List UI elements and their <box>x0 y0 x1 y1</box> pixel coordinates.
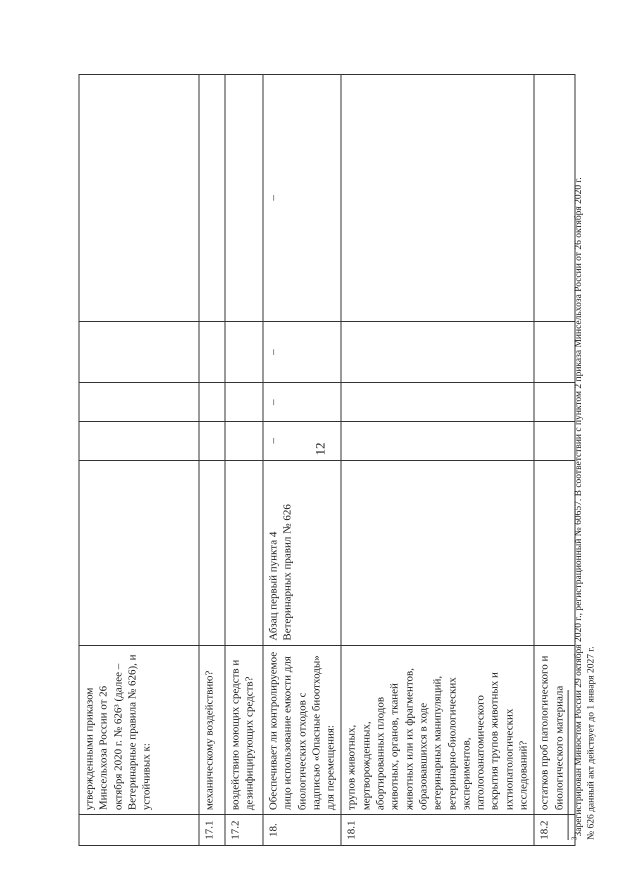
question-cell: воздействию моющих средств и дезинфицирующих средств? <box>225 645 263 815</box>
table-row <box>199 75 225 846</box>
footnote-marker: 3 <box>570 836 579 840</box>
table-row <box>263 75 341 846</box>
footnote <box>568 100 599 840</box>
row-number <box>79 815 199 846</box>
question-cell: трупов животных, мертворожденных, абортированных плодов животных, органов, тканей животных или их фрагментов, образовавшихся в ходе ветеринарных манипуляций, ветеринарно-биологических экспериментов, патологоанатомического вскрытия трупов животных и ихтиопатологических исследований? <box>341 645 534 815</box>
table-row <box>225 75 263 846</box>
question-cell: механическому воздействию? <box>199 645 225 815</box>
requirement-cell <box>225 460 263 645</box>
row-number: 18. <box>263 815 341 846</box>
answer-cell: – <box>263 321 341 383</box>
answer-cell <box>225 321 263 383</box>
question-cell: утвержденными приказом Минсельхоза России от 26 октября 2020 г. № 626³ (далее – Ветеринарные правила № 626), и устойчивых к: <box>79 645 199 815</box>
footnote-line-2: № 626 данный акт действует до 1 января 2027 г. <box>586 646 597 840</box>
answer-cell <box>79 321 199 383</box>
requirement-cell: Абзац первый пункта 4 Ветеринарных правил № 626 <box>263 460 341 645</box>
row-number: 17.2 <box>225 815 263 846</box>
answer-cell: – <box>263 421 341 460</box>
table-row <box>341 75 534 846</box>
note-cell <box>79 75 199 322</box>
checklist-table <box>79 74 576 846</box>
answer-cell <box>199 421 225 460</box>
row-number: 17.1 <box>199 815 225 846</box>
answer-cell <box>199 321 225 383</box>
answer-cell <box>225 383 263 422</box>
answer-cell <box>79 383 199 422</box>
note-cell: – <box>263 75 341 322</box>
requirement-cell <box>199 460 225 645</box>
footnote-text-1: Зарегистрирован Минюстом России 29 октября 2020 г., регистрационный № 60657. В соответствии с пунктом 2 приказа Минсельхоза России от 26 октября 2020 г. <box>573 177 584 837</box>
answer-cell <box>341 421 534 460</box>
row-number: 18.1 <box>341 815 534 846</box>
note-cell <box>341 75 534 322</box>
requirement-cell <box>79 460 199 645</box>
answer-cell <box>79 421 199 460</box>
answer-cell <box>225 421 263 460</box>
row-number: 18.2 <box>534 815 575 846</box>
answer-cell <box>199 383 225 422</box>
note-cell <box>225 75 263 322</box>
footnote-line-1 <box>571 100 586 840</box>
question-cell: Обеспечивает ли контролируемое лицо использование емкости для биологических отходов с надписью «Опасные биоотходы» для перемещения: <box>263 645 341 815</box>
checklist-table-container <box>79 74 566 846</box>
answer-cell <box>341 321 534 383</box>
page-number-text: 12 <box>312 442 327 456</box>
answer-cell <box>341 383 534 422</box>
question-cell: остатков проб патологического и биологического материала <box>534 645 575 815</box>
table-row <box>79 75 199 846</box>
footnote-divider <box>568 690 569 840</box>
answer-cell: – <box>263 383 341 422</box>
note-cell <box>199 75 225 322</box>
requirement-cell <box>341 460 534 645</box>
